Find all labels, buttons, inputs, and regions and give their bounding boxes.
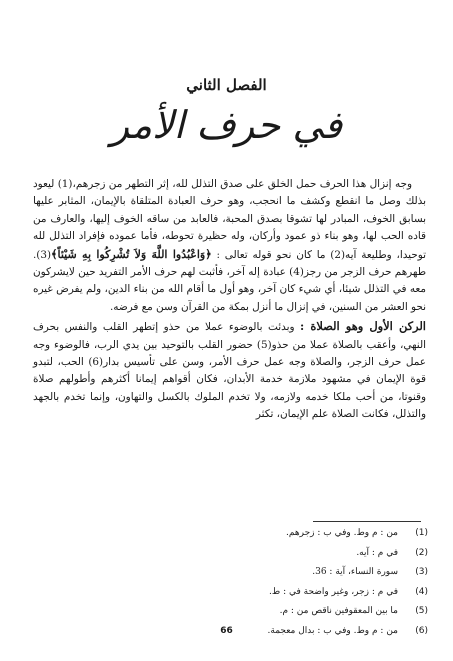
chapter-label: الفصل الثاني: [186, 76, 267, 94]
footnote-text: من : م وط. وفي ب : بدال معجمة.: [267, 625, 398, 636]
section-paragraph: [33, 318, 426, 423]
footnote-text: في م : آيه.: [356, 547, 398, 558]
footnote-number: (5): [415, 606, 428, 616]
footnote-divider: [313, 521, 421, 522]
footnote-number: (3): [415, 567, 428, 577]
chapter-title: في حرف الأمر: [110, 103, 343, 147]
footnote: [100, 524, 428, 544]
main-text: [33, 176, 426, 425]
footnote-text: في م : زجر، وغير واضحة في : ط.: [269, 586, 398, 597]
footnote: [100, 544, 428, 564]
page-number: 66: [220, 626, 233, 636]
quran-verse: ﴿وَاعْبُدُوا اللَّهَ وَلاَ تُشْرِكُوا بِهِ شَيْئاً﴾: [51, 247, 212, 261]
footnote-number: (6): [415, 625, 428, 636]
footnote-text: سورة النساء، آية : 36.: [312, 567, 398, 577]
footnote: [100, 602, 428, 622]
footnote-number: (4): [415, 586, 428, 597]
footnote-number: (1): [415, 528, 428, 538]
footnote-text: من : م وط. وفي ب : زجرهم.: [286, 528, 398, 538]
paragraph-text: وجه إنزال هذا الحرف حمل الخلق على صدق التذلل لله، إثر التطهر من زجرهم،(1) ليعود بذلك وصل ما انقطع وكشف ما انحجب، وهو حرف العبادة المتلقاة بالإيمان، المثابر عليها بسابق الخوف، المبادر لها تشوقا بصدق المحبة، فالعابد من ساقه الخوف إليها، والعارف من قاده الحب لها، وهو بناء ذو عمود وأركان، وله حظيرة تحوطه، فأما عموده فإفراد التذلل لله توحيدا، وطليعة آيه(2) ما كان نحو قوله تعالى :: [33, 178, 426, 261]
section-heading: الركن الأول وهو الصلاة :: [300, 319, 426, 334]
footnote: [100, 563, 428, 583]
footnotes-list: [100, 524, 428, 641]
footnote-number: (2): [415, 547, 428, 558]
paragraph: [33, 176, 426, 316]
paragraph-text-continued: (3). طهرهم حرف الزجر من رجز(4) عبادة إله آخر، فأثبت لهم حرف الأمر التفريد حين لايشركون معه في التذلل شيئا، أي شيء كان آخر، وهو أول ما أقام الله من بناء الدين، ولم يفرض غيره نحو العشر من السنين، في إنزال ما أنزل بمكة من القرآن وسن مع فرضه.: [33, 248, 426, 313]
footnote-text: ما بين المعقوفين ناقص من : م.: [279, 606, 398, 616]
section-text: وبدئت بالوضوء عملا من حذو إتطهر القلب والنفس بحرف النهي، وأعقب بالصلاة عملا من حذو(5) حضور القلب بالتوحيد بين يدي الرب، فالوضوء وجه عمل حرف الزجر، والصلاة وجه عمل حرف الأمر، وسن على تأسيس بدار(6) الحب، لتبدو قوة الإيمان في مشهود ملازمة خدمة الأبدان، فكان أقواهم إيمانا أكثرهم وأطولهم صلاة وقنوتا، من أحب ملكا خدمه ولازمه، ولا تخدم الملوك بالكسل والتهاون، وإنما تخدم بالجهد والتذلل، فكانت الصلاة علم الإيمان، تكثر: [33, 321, 426, 421]
footnote: [100, 583, 428, 603]
